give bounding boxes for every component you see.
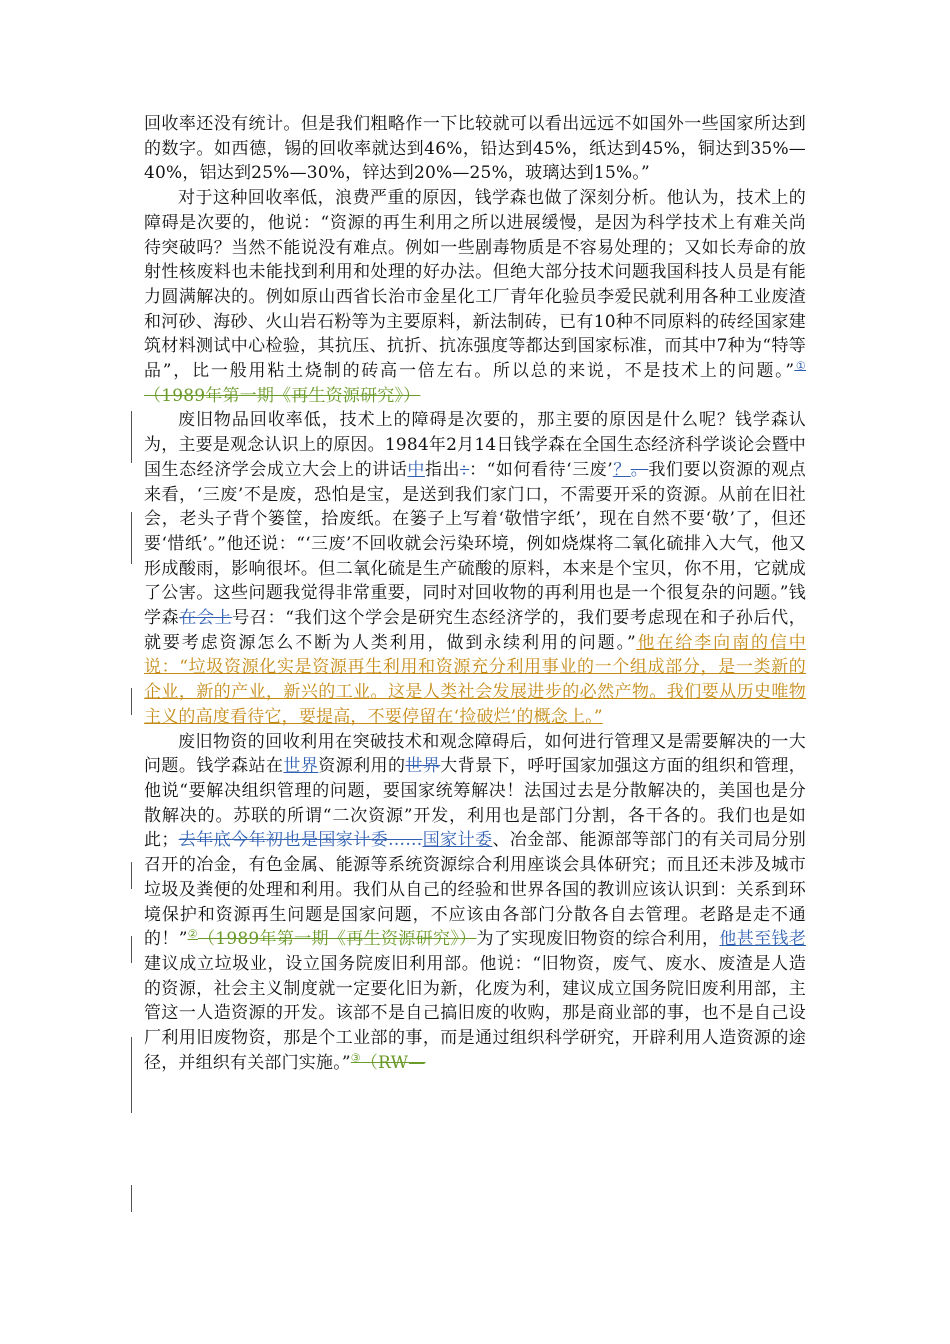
change-bar <box>131 862 132 889</box>
deleted-text: 在会上 <box>179 608 233 629</box>
paragraph-text: 对于这种回收率低，浪费严重的原因，钱学森也做了深刻分析。他认为，技术上的障碍是次要的，他说：“资源的再生利用之所以进展缓慢，是因为科学技术上有难关尚待突破吗？当然不能说没有难点。例如一些剧毒物质是不容易处理的；又如长寿命的放射性核废料也未能找到利用和处理的好办法。但绝大部分技术问题我国科技人员是有能力圆满解决的。例如原山西省长治市金星化工厂青年化验员李爱民就利用各种工业废渣和河砂、海砂、火山岩石粉等为主要原料，新法制砖，已有10种不同原料的砖经国家建筑材料测试中心检验，其抗压、抗折、抗冻强度等都达到国家标准，而其中7种为“特等品”，比一般用粘土烧制的砖高一倍左右。所以总的来说，不是技术上的问题。” <box>144 188 806 382</box>
paragraph-text: 回收率还没有统计。但是我们粗略作一下比较就可以看出远远不如国外一些国家所达到的数字。如西德，锡的回收率就达到46%，铅达到45%，纸达到45%，铜达到35%—40%，铝达到25%—30%，锌达到20%—25%，玻璃达到15%。” <box>144 114 806 184</box>
paragraph-2 <box>144 186 806 408</box>
paragraph-text: ：“如何看待‘三废’ <box>469 459 613 480</box>
footnote-mark[interactable]: ② <box>187 927 198 941</box>
footnote-mark[interactable]: ① <box>794 359 806 373</box>
footnote-mark[interactable]: ③ <box>350 1051 361 1065</box>
inserted-quote: 他在给李向南的信中说：“垃圾资源化实是资源再生利用和资源充分利用事业的一个组成部分，是一类新的企业，新的产业，新兴的工业。这是人类社会发展进步的必然产物。我们要从历史唯物主义的高度看待它，要提高，不要停留在‘捡破烂’的概念上。” <box>144 632 806 727</box>
deleted-citation: （1989年第一期《再生资源研究》） <box>197 929 477 950</box>
paragraph-1 <box>144 112 806 186</box>
paragraph-text: 大背景下，呼吁国家加强这方面的组织和管理，他说“要解决组织管理的问题，要国家统筹解决！法国过去是分散解决的，美国也是分散解决的。苏联的所谓“二次资源”开发，利用也是部门分割，各干各的。我们也是如此； <box>144 756 807 851</box>
paragraph-text: 指出 <box>424 459 461 480</box>
change-bar <box>131 1037 132 1113</box>
change-bar <box>131 688 132 715</box>
paragraph-text: 号召：“我们这个学会是研究生态经济学的，我们要考虑现在和子孙后代，就要考虑资源怎么不断为人类利用，做到永续利用的问题。” <box>144 608 806 653</box>
paragraph-text: 建议成立垃圾业，设立国务院废旧利用部。他说：“旧物资，废气、废水、废渣是人造的资源，社会主义制度就一定要化旧为新，化废为利，建议成立国务院旧废利用部，主管这一人造资源的开发。该部不是自己搞旧废的收购，那是商业部的事，也不是自己设厂利用旧废物资，那是个工业部的事，而是通过组织科学研究，开辟利用人造资源的途径，并组织有关部门实施。” <box>144 953 806 1073</box>
deleted-citation: （RW— <box>360 1052 426 1073</box>
deleted-text: ： <box>460 459 470 480</box>
deleted-text: 去年底今年初也是国家计委…… <box>178 830 423 851</box>
paragraph-text: 废旧物资的回收利用在突破技术和观念障碍后，如何进行管理又是需要解决的一大问题。钱学森站在 <box>144 731 806 777</box>
inserted-text: 他甚至钱老 <box>719 929 806 950</box>
paragraph-3 <box>144 408 806 729</box>
paragraph-4 <box>144 730 806 1076</box>
inserted-text: 中 <box>407 459 425 480</box>
change-bar <box>131 411 132 463</box>
change-bar <box>131 1185 132 1212</box>
paragraph-text: 为了实现废旧物资的综合利用， <box>476 929 720 950</box>
inserted-text: 世界 <box>283 756 319 777</box>
paragraph-text: 资源利用的 <box>318 756 406 777</box>
change-bar <box>131 512 132 564</box>
paragraph-text: 、冶金部、能源部等部门的有关司局分别召开的冶金，有色金属、能源等系统资源综合利用座谈会具体研究；而且还未涉及城市垃圾及粪便的处理和利用。我们从自己的经验和世界各国的教训应该认识到：关系到环境保护和资源再生问题是国家问题，不应该由各部门分散各自去管理。老路是走不通的！” <box>144 830 806 950</box>
deleted-text: 世界 <box>405 756 441 777</box>
deleted-text: 。 <box>630 459 649 480</box>
inserted-text: 国家计委 <box>422 830 493 851</box>
deleted-citation: （1989年第一期《再生资源研究》） <box>144 385 421 406</box>
change-bar <box>131 936 132 963</box>
paragraph-text: 我们要以资源的观点来看，‘三废’不是废，恐怕是宝，是送到我们家门口，不需要开采的资源。从前在旧社会，老头子背个篓筐，拾废纸。在篓子上写着‘敬惜字纸’，现在自然不要‘敬’了，但还要‘惜纸’。”他还说：“‘三废’不回收就会污染环境，例如烧煤将二氧化硫排入大气，他又形成酸雨，影响很坏。但二氧化硫是生产硫酸的原料，本来是个宝贝，你不用，它就成了公害。这些问题我觉得非常重要，同时对回收物的再利用也是一个很复杂的问题。”钱学森 <box>144 459 807 629</box>
document-page <box>144 112 806 1075</box>
paragraph-text: 废旧物品回收率低，技术上的障碍是次要的，那主要的原因是什么呢？钱学森认为，主要是观念认识上的原因。1984年2月14日钱学森在全国生态经济科学谈论会暨中国生态经济学会成立大会上的讲话 <box>144 410 806 480</box>
inserted-text: ？ <box>612 459 631 480</box>
